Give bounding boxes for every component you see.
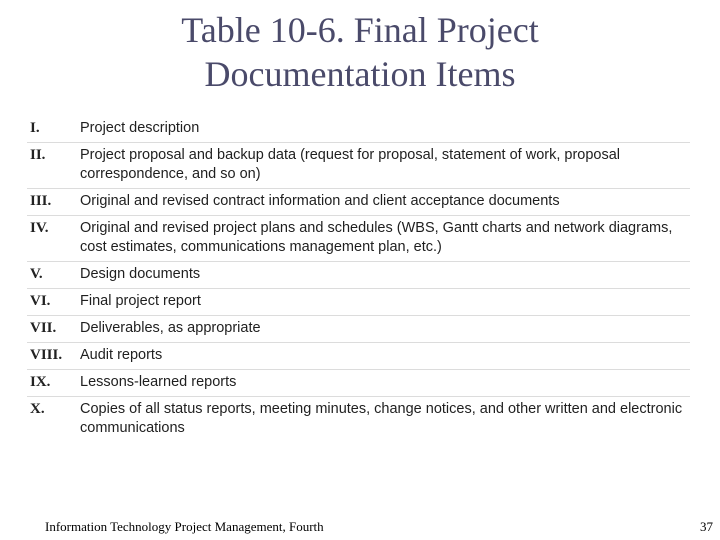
table-row (27, 262, 690, 289)
item-text: Original and revised project plans and schedules (WBS, Gantt charts and network diagrams, cost estimates, communications management plan, etc.) (80, 220, 673, 255)
item-number: I. (30, 120, 40, 136)
item-text: Copies of all status reports, meeting minutes, change notices, and other written and electronic communications (80, 401, 683, 436)
table-row (27, 143, 690, 189)
item-text: Project description (80, 120, 200, 136)
item-text: Final project report (80, 293, 201, 309)
item-text: Design documents (80, 266, 201, 282)
item-number: VI. (30, 293, 51, 309)
item-number: V. (30, 266, 43, 282)
slide-title (0, 8, 720, 96)
slide-title-line-2: Documentation Items (204, 54, 516, 94)
table-row (27, 216, 690, 262)
item-number: VIII. (30, 347, 63, 363)
item-text: Lessons-learned reports (80, 374, 237, 390)
item-text: Deliverables, as appropriate (80, 320, 261, 336)
slide-title-line-1: Table 10-6. Final Project (181, 10, 539, 50)
item-number: II. (30, 147, 46, 163)
table-row (27, 343, 690, 370)
item-text: Audit reports (80, 347, 163, 363)
table-row (27, 116, 690, 143)
page-number: 37 (700, 519, 713, 534)
item-number: X. (30, 401, 45, 417)
footer-source: Information Technology Project Management, Fourth (45, 519, 324, 534)
item-text: Project proposal and backup data (request for proposal, statement of work, proposal correspondence, and so on) (80, 147, 621, 182)
table-row (27, 397, 690, 442)
table-row (27, 316, 690, 343)
table-row (27, 189, 690, 216)
table-row (27, 370, 690, 397)
item-number: IV. (30, 220, 49, 236)
item-number: III. (30, 193, 52, 209)
table-row (27, 289, 690, 316)
item-text: Original and revised contract information and client acceptance documents (80, 193, 560, 209)
item-number: VII. (30, 320, 57, 336)
item-number: IX. (30, 374, 51, 390)
documentation-items-table (27, 116, 690, 442)
